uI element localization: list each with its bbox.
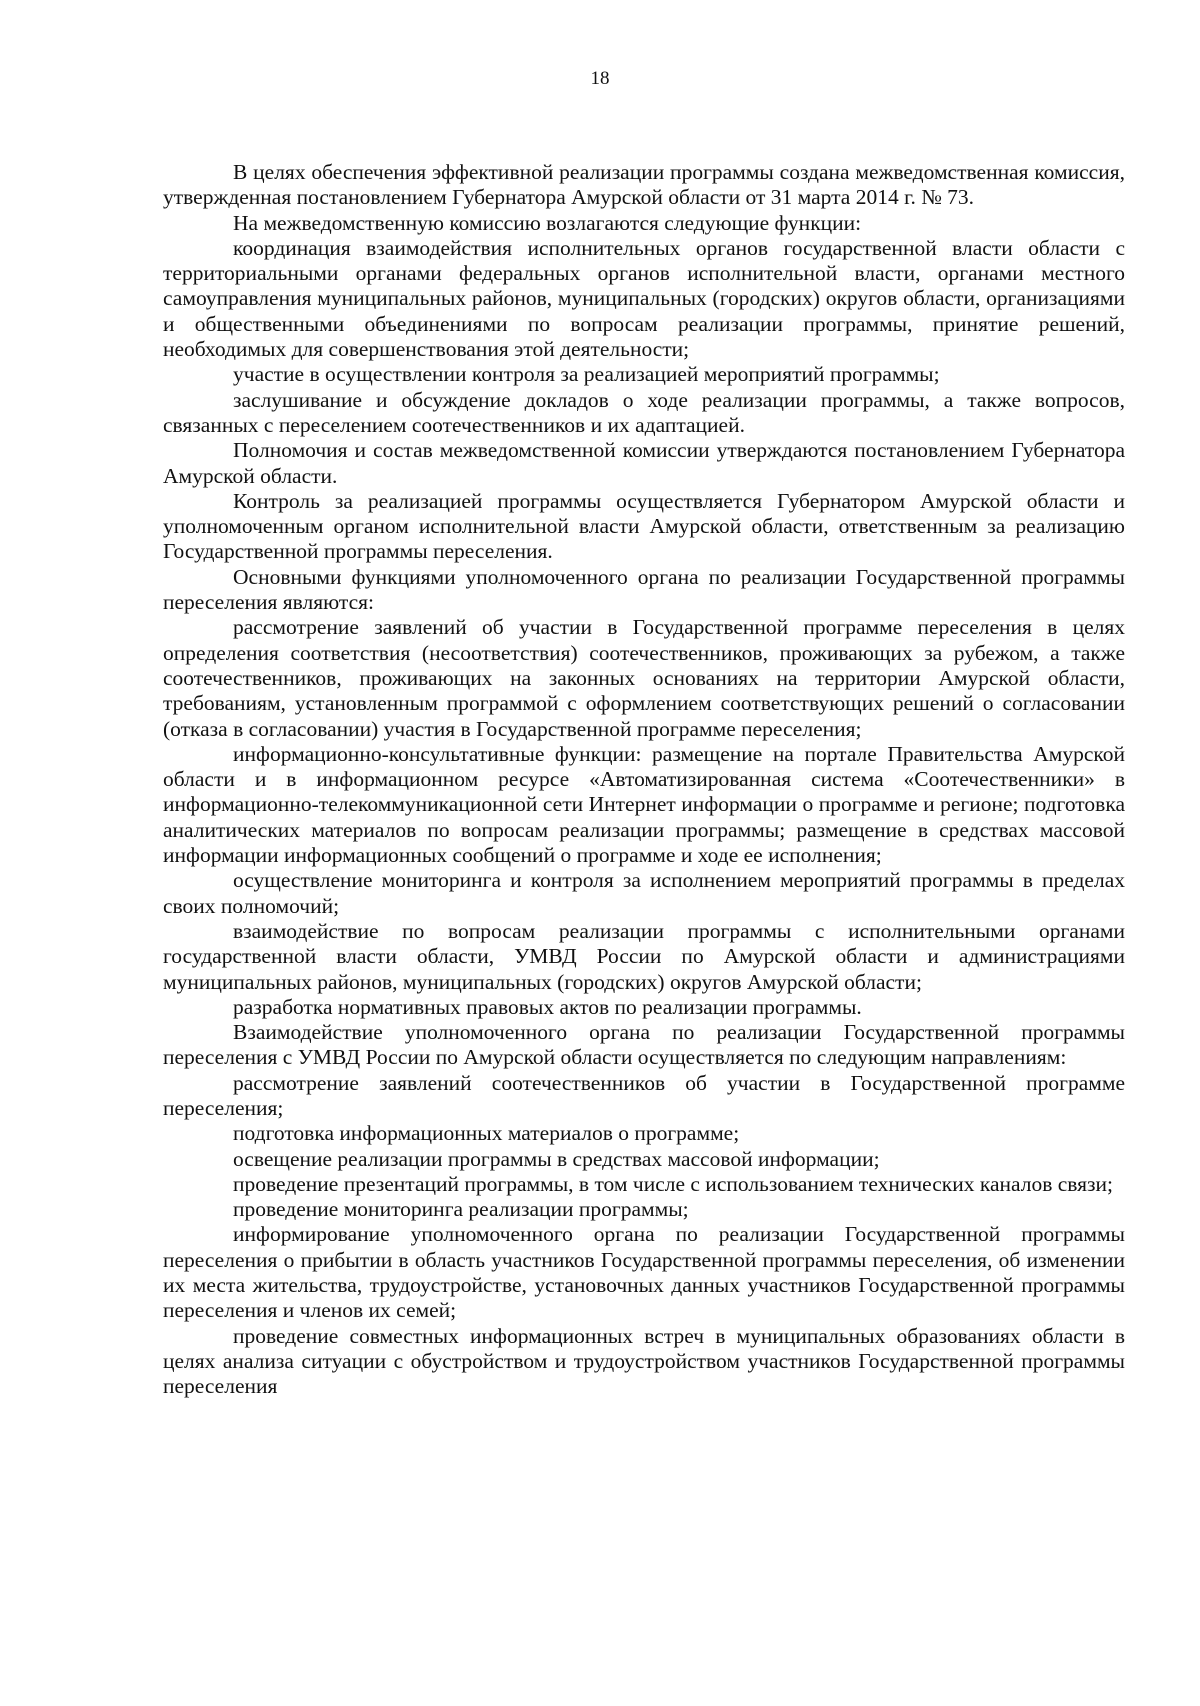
paragraph: информационно-консультативные функции: размещение на портале Правительства Амурской области и в информационном ресурсе «Автоматизированная система «Соотечественники» в информационно-телекоммуникационной сети Интернет информации о программе и регионе; подготовка аналитических материалов по вопросам реализации программы; размещение в средствах массовой информации информационных сообщений о программе и ходе ее исполнения; bbox=[163, 741, 1125, 868]
body-text bbox=[163, 160, 1125, 1400]
paragraph: Контроль за реализацией программы осуществляется Губернатором Амурской области и уполномоченным органом исполнительной власти Амурской области, ответственным за реализацию Государственной программы переселения. bbox=[163, 488, 1125, 564]
paragraph: проведение совместных информационных встреч в муниципальных образованиях области в целях анализа ситуации с обустройством и трудоустройством участников Государственной программы переселения bbox=[163, 1323, 1125, 1399]
paragraph: проведение мониторинга реализации программы; bbox=[233, 1197, 689, 1222]
paragraph: В целях обеспечения эффективной реализации программы создана межведомственная комиссия, утвержденная постановлением Губернатора Амурской области от 31 марта 2014 г. № 73. bbox=[163, 160, 1125, 210]
page-number: 18 bbox=[590, 68, 610, 89]
paragraph: Полномочия и состав межведомственной комиссии утверждаются постановлением Губернатора Амурской области. bbox=[163, 438, 1125, 488]
paragraph: освещение реализации программы в средствах массовой информации; bbox=[233, 1146, 880, 1171]
paragraph: Основными функциями уполномоченного органа по реализации Государственной программы переселения являются: bbox=[163, 564, 1125, 615]
paragraph: информирование уполномоченного органа по реализации Государственной программы переселения о прибытии в область участников Государственной программы переселения, об изменении их места жительства, трудоустройстве, установочных данных участников Государственной программы переселения и членов их семей; bbox=[163, 1222, 1125, 1323]
paragraph: подготовка информационных материалов о программе; bbox=[233, 1121, 740, 1146]
paragraph: осуществление мониторинга и контроля за исполнением мероприятий программы в пределах своих полномочий; bbox=[163, 868, 1125, 918]
paragraph: рассмотрение заявлений соотечественников об участии в Государственной программе переселения; bbox=[163, 1070, 1125, 1120]
paragraph: Взаимодействие уполномоченного органа по реализации Государственной программы переселения с УМВД России по Амурской области осуществляется по следующим направлениям: bbox=[163, 1020, 1125, 1070]
paragraph: заслушивание и обсуждение докладов о ходе реализации программы, а также вопросов, связанных с переселением соотечественников и их адаптацией. bbox=[163, 387, 1125, 437]
paragraph: координация взаимодействия исполнительных органов государственной власти области с территориальными органами федеральных органов исполнительной власти, органами местного самоуправления муниципальных районов, муниципальных (городских) округов области, организациями и общественными объединениями по вопросам реализации программы, принятие решений, необходимых для совершенствования этой деятельности; bbox=[163, 235, 1125, 362]
paragraph: участие в осуществлении контроля за реализацией мероприятий программы; bbox=[233, 362, 940, 387]
paragraph: проведение презентаций программы, в том числе с использованием технических каналов связи; bbox=[233, 1171, 1114, 1196]
paragraph: На межведомственную комиссию возлагаются следующие функции: bbox=[233, 210, 862, 235]
paragraph: разработка нормативных правовых актов по реализации программы. bbox=[233, 994, 862, 1019]
paragraph: взаимодействие по вопросам реализации программы с исполнительными органами государственной власти области, УМВД России по Амурской области и администрациями муниципальных районов, муниципальных (городских) округов Амурской области; bbox=[163, 918, 1125, 994]
paragraph: рассмотрение заявлений об участии в Государственной программе переселения в целях определения соответствия (несоответствия) соотечественников, проживающих за рубежом, а также соотечественников, проживающих на законных основаниях на территории Амурской области, требованиям, установленным программой с оформлением соответствующих решений о согласовании (отказа в согласовании) участия в Государственной программе переселения; bbox=[163, 615, 1125, 741]
